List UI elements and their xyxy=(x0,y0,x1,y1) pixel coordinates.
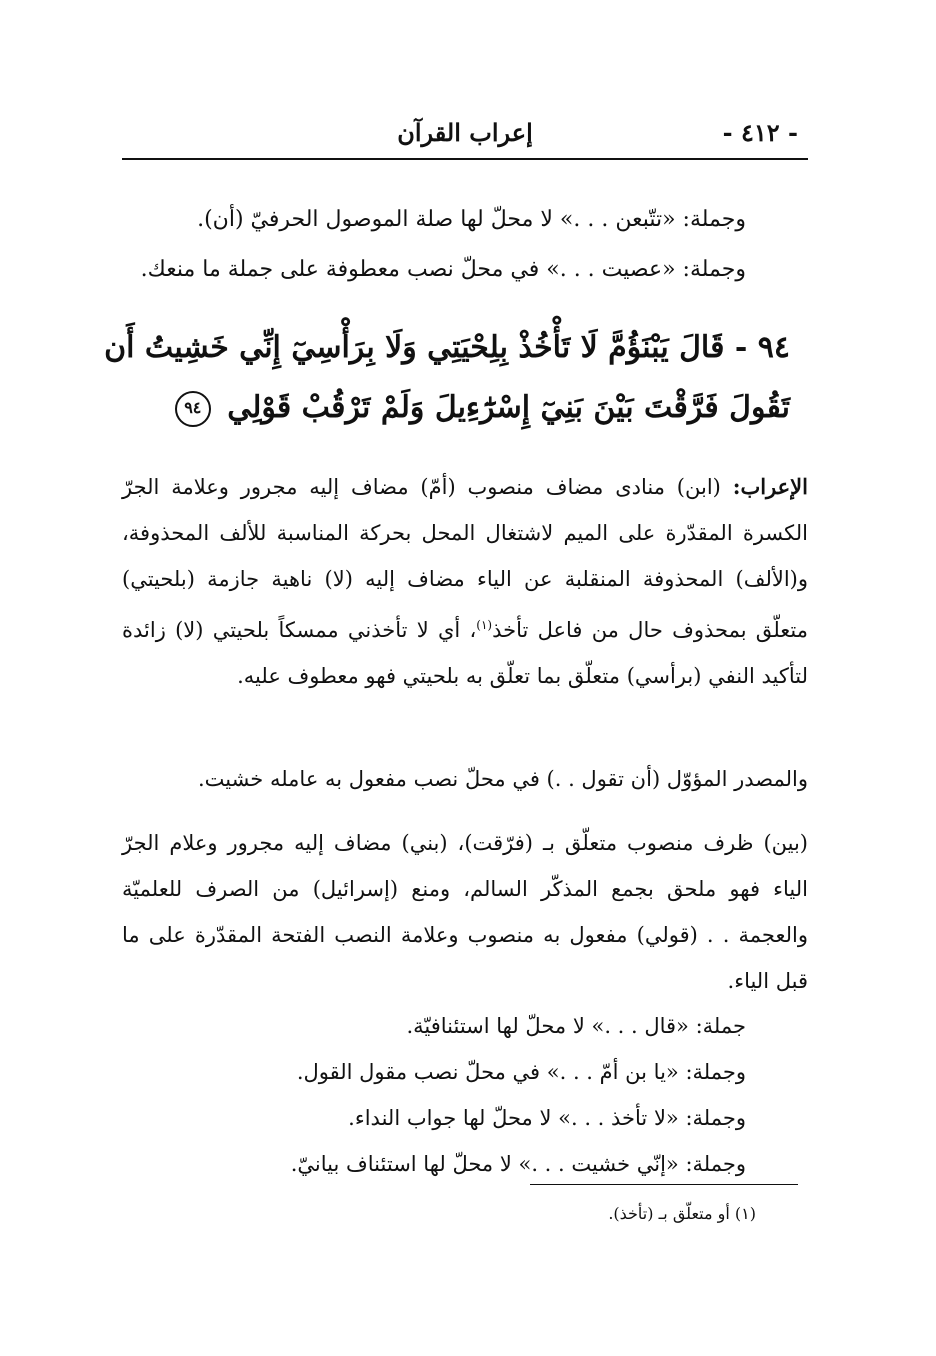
ayah-number-mark: ٩٤ xyxy=(175,391,211,427)
verse-line-1: ٩٤ - قَالَ يَبْنَؤُمَّ لَا تَأْخُذْ بِلِحْيَتِي وَلَا بِرَأْسِيٓ إِنِّي خَشِيتُ أَن xyxy=(104,330,790,365)
sentence-line: وجملة: «إنّي خشيت . . .» لا محلّ لها استئناف بيانيّ. xyxy=(290,1152,746,1176)
page-number: - ٤١٢ - xyxy=(722,118,798,147)
book-title: إعراب القرآن xyxy=(397,118,533,147)
irab-paragraph xyxy=(122,464,808,699)
intro-line: وجملة: «تتّبعن . . .» لا محلّ لها صلة الموصول الحرفيّ (أن). xyxy=(197,207,746,232)
sentence-line: وجملة: «لا تأخذ . . .» لا محلّ لها جواب النداء. xyxy=(348,1106,746,1130)
irab-label: الإعراب: xyxy=(732,474,808,499)
intro-line: وجملة: «عصيت . . .» في محلّ نصب معطوفة على جملة ما منعك. xyxy=(140,257,746,282)
intro-block xyxy=(140,195,746,295)
verse-line-2 xyxy=(150,378,790,438)
irab-text-b: ، أي لا تأخذني ممسكاً بلحيتي (لا) زائدة لتأكيد النفي (برأسي) متعلّق بما تعلّق به بلحيتي فهو معطوف عليه. xyxy=(122,618,808,688)
footnote-rule xyxy=(530,1184,798,1185)
quran-verse xyxy=(104,318,790,438)
masdar-paragraph: والمصدر المؤوّل (أن تقول . .) في محلّ نصب مفعول به عامله خشيت. xyxy=(197,767,808,791)
header-rule xyxy=(122,158,808,160)
sentence-line: جملة: «قال . . .» لا محلّ لها استئنافيّة. xyxy=(406,1014,746,1038)
page-header xyxy=(122,112,808,152)
verse-line-2-text: تَقُولَ فَرَّقْتَ بَيْنَ بَنِيٓ إِسْرَٰٓءِيلَ وَلَمْ تَرْقُبْ قَوْلِي xyxy=(227,390,790,425)
footnote: (١) أو متعلّق بـ (تأخذ). xyxy=(608,1204,756,1223)
sentence-line: وجملة: «يا بن أمّ . . .» في محلّ نصب مقول القول. xyxy=(296,1060,746,1084)
irab-text-a: (ابن) منادى مضاف منصوب (أمّ) مضاف إليه مجرور وعلامة الجرّ الكسرة المقدّرة على الميم لاشتغال المحل بحركة المناسبة للألف المحذوفة، و(الألف) المحذوفة المنقلبة عن الياء مضاف إليه (لا) ناهية جازمة (بلحيتي) متعلّق بمحذوف حال من فاعل تأخذ xyxy=(122,475,808,642)
bayna-paragraph: (بين) ظرف منصوب متعلّق بـ (فرّقت)، (بني) مضاف إليه مجرور وعلام الجرّ الياء فهو ملحق بجمع المذكّر السالم، ومنع (إسرائيل) من الصرف للعلميّة والعجمة . . (قولي) مفعول به منصوب وعلامة النصب الفتحة المقدّرة على ما قبل الياء. xyxy=(122,831,808,993)
footnote-reference: (١) xyxy=(476,618,493,632)
sentences-block xyxy=(126,1003,746,1187)
